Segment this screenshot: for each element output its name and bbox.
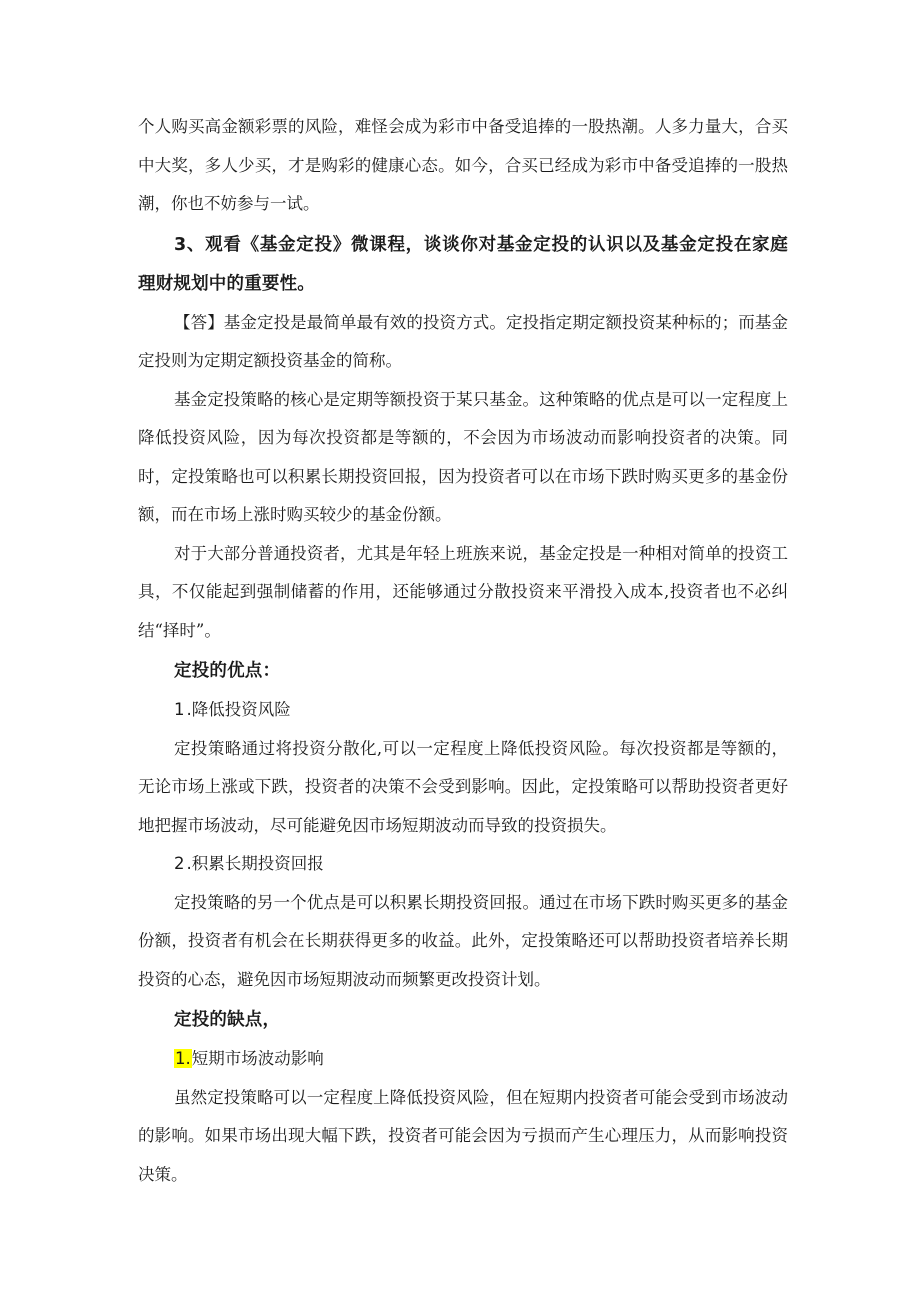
document-body [138, 108, 788, 1194]
advantage-2-title [138, 845, 788, 884]
disadvantage-1-label: 短期市场波动影响 [191, 1049, 324, 1068]
highlighted-number: 1. [175, 1049, 191, 1068]
advantage-2-number: 2 [174, 854, 187, 873]
answer-label: 【答】 [174, 312, 224, 332]
disadvantages-heading: 定投的缺点， [174, 1010, 281, 1030]
answer-text: 基金定投是最简单最有效的投资方式。定投指定期定额投资某种标的；而基金定投则为定期定额投资基金的简称。 [138, 312, 789, 370]
paragraph-lottery: 个人购买高金额彩票的风险，难怪会成为彩市中备受追捧的一股热潮。人多力量大，合买中大奖，多人少买，才是购彩的健康心态。如今，合买已经成为彩市中备受追捧的一股热潮，你也不妨参与一试。 [138, 117, 788, 213]
disadvantage-1-title [138, 1040, 788, 1079]
advantage-2-text: 定投策略的另一个优点是可以积累长期投资回报。通过在市场下跌时购买更多的基金份额，投资者有机会在长期获得更多的收益。此外，定投策略还可以帮助投资者培养长期投资的心态，避免因市场短期波动而频繁更改投资计划。 [138, 892, 788, 989]
advantages-heading: 定投的优点： [174, 661, 281, 681]
advantage-1-number: 1 [174, 700, 187, 719]
advantage-1-text: 定投策略通过将投资分散化,可以一定程度上降低投资风险。每次投资都是等额的，无论市场上涨或下跌，投资者的决策不会受到影响。因此，定投策略可以帮助投资者更好地把握市场波动，尽可能避免因市场短期波动而导致的投资损失。 [138, 738, 788, 835]
disadvantage-1-text: 虽然定投策略可以一定程度上降低投资风险，但在短期内投资者可能会受到市场波动的影响。如果市场出现大幅下跌，投资者可能会因为亏损而产生心理压力，从而影响投资决策。 [138, 1087, 788, 1184]
answer-paragraph [138, 304, 788, 381]
paragraph-strategy-core: 基金定投策略的核心是定期等额投资于某只基金。这种策略的优点是可以一定程度上降低投资风险，因为每次投资都是等额的，不会因为市场波动而影响投资者的决策。同时，定投策略也可以积累长期投资回报，因为投资者可以在市场下跌时购买更多的基金份额，而在市场上涨时购买较少的基金份额。 [138, 389, 788, 524]
question-3-heading: 3、观看《基金定投》微课程，谈谈你对基金定投的认识以及基金定投在家庭理财规划中的重要性。 [138, 234, 788, 294]
advantage-1-label: .降低投资风险 [186, 700, 291, 719]
paragraph-common-investors: 对于大部分普通投资者，尤其是年轻上班族来说，基金定投是一种相对简单的投资工具，不仅能起到强制储蓄的作用，还能够通过分散投资来平滑投入成本,投资者也不必纠结“择时”。 [138, 543, 788, 640]
advantage-1-title [138, 691, 788, 730]
advantage-2-label: .积累长期投资回报 [186, 854, 324, 873]
